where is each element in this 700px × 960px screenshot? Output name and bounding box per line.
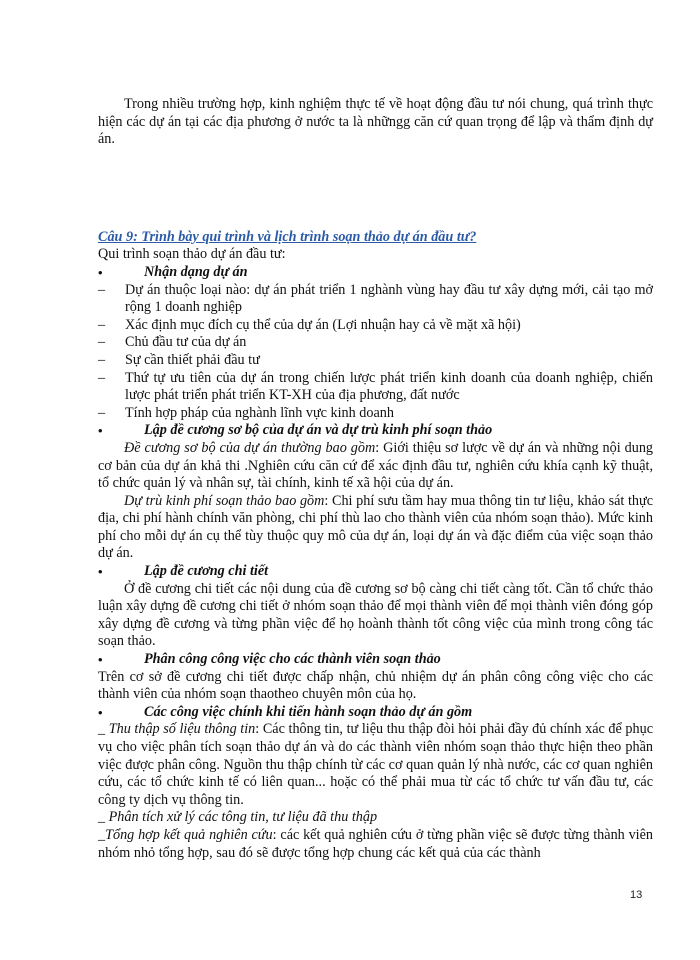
dash-icon: – bbox=[98, 351, 106, 368]
page-content bbox=[98, 96, 653, 862]
analysis-lead: _ Phân tích xử lý các tông tin, tư liệu đã thu thập bbox=[98, 809, 378, 826]
budget-paragraph bbox=[98, 493, 653, 563]
question-title: Câu 9: Trình bày qui trình và lịch trình soạn thảo dự án đầu tư? bbox=[98, 228, 477, 245]
dash-icon: – bbox=[98, 316, 106, 333]
list-item-text: Sự cần thiết phải đầu tư bbox=[125, 351, 260, 368]
synthesis-text: : các kết quả nghiên cứu ở từng phần việc sẽ được từng thành viên nhóm nhỏ tổng hợp, sau đó sẽ được tổng hợp chung các kết quả của các thành bbox=[98, 826, 653, 861]
section-4-heading bbox=[98, 651, 653, 669]
section-2-title: Lập đề cương sơ bộ của dự án và dự trù kinh phí soạn thảo bbox=[144, 422, 493, 439]
list-item bbox=[98, 334, 653, 352]
bullet-icon: • bbox=[98, 264, 103, 280]
process-intro: Qui trình soạn thảo dự án đầu tư: bbox=[98, 246, 286, 263]
dash-icon: – bbox=[98, 281, 106, 298]
section-5-title: Các công việc chính khi tiến hành soạn thảo dự án gồm bbox=[144, 703, 473, 720]
dash-icon: – bbox=[98, 334, 106, 351]
data-collection-lead: _ Thu thập số liệu thông tin bbox=[98, 721, 256, 738]
list-item bbox=[98, 317, 653, 335]
assignment-paragraph: Trên cơ sở đề cương chi tiết được chấp nhận, chủ nhiệm dự án phân công công việc cho các thành viên của nhóm soạn thaotheo chuyên môn của họ. bbox=[98, 668, 653, 703]
section-1-heading bbox=[98, 264, 653, 282]
detail-outline-paragraph: Ở đề cương chi tiết các nội dung của đề cương sơ bộ càng chi tiết càng tốt. Cần tổ chức thảo luận xây dựng đề cương chi tiết ở nhóm soạn thảo để mọi thành viên để mọi thành viên đóng góp xây dựng đề cương và từng phần việc để họ hoành thành tốt công việc của mình trong công tác soạn thảo. bbox=[98, 580, 653, 650]
page-number: 13 bbox=[630, 889, 643, 901]
data-collection-paragraph bbox=[98, 721, 653, 809]
list-item bbox=[98, 405, 653, 423]
list-item bbox=[98, 370, 653, 405]
list-item-text: Xác định mục đích cụ thể của dự án (Lợi nhuận hay cả về mặt xã hội) bbox=[125, 316, 521, 333]
analysis-paragraph bbox=[98, 809, 653, 827]
bullet-icon: • bbox=[98, 652, 103, 668]
list-item-text: Tính hợp pháp của nghành lĩnh vực kinh doanh bbox=[125, 404, 394, 421]
list-item-text: Chủ đầu tư của dự án bbox=[125, 334, 247, 351]
intro-paragraph: Trong nhiều trường hợp, kinh nghiệm thực tế về hoạt động đầu tư nói chung, quá trình thực hiện các dự án tại các địa phương ở nước ta là nhữngg căn cứ quan trọng để lập và thẩm định dự án. bbox=[98, 96, 653, 148]
bullet-icon: • bbox=[98, 564, 103, 580]
outline-text: : Giới thiệu sơ lược về dự án và những nội dung cơ bản của dự án khả thi .Nghiên cứu căn cứ để xác định đầu tư, nghiên cứu khía cạnh kỹ thuật, tổ chức quản lý và nhân sự, tài chính, kinh tế xã hội của dự án. bbox=[98, 439, 654, 492]
outline-paragraph bbox=[98, 440, 653, 493]
section-3-title: Lập đề cương chi tiết bbox=[144, 563, 269, 580]
budget-text: : Chi phí sưu tầm hay mua thông tin tư liệu, khảo sát thực địa, chi phí hành chính văn phòng, chi phí thù lao cho thành viên của nhóm soạn thảo). Mức kinh phí cho mỗi dự án cụ thể tùy thuộc quy mô của dự án, loại dự án và đặc điểm của việc soạn thảo dự án. bbox=[98, 492, 653, 562]
synthesis-paragraph bbox=[98, 827, 653, 862]
list-item bbox=[98, 282, 653, 317]
dash-icon: – bbox=[98, 369, 106, 386]
section-3-heading bbox=[98, 563, 653, 581]
list-item bbox=[98, 352, 653, 370]
bullet-icon: • bbox=[98, 423, 103, 439]
section-1-title: Nhận dạng dự án bbox=[144, 263, 248, 280]
section-5-heading bbox=[98, 704, 653, 722]
section-4-title: Phân công công việc cho các thành viên soạn thảo bbox=[144, 651, 441, 668]
outline-lead: Đề cương sơ bộ của dự án thường bao gồm bbox=[124, 439, 376, 456]
bullet-icon: • bbox=[98, 704, 103, 720]
synthesis-lead: _Tổng hợp kết quả nghiên cứu bbox=[98, 826, 273, 843]
budget-lead: Dự trù kinh phí soạn thảo bao gồm bbox=[124, 492, 325, 509]
list-item-text: Thứ tự ưu tiên của dự án trong chiến lược phát triển kinh doanh của doanh nghiệp, chiến lược phát triển phát triển KT-XH của địa phương, đất nước bbox=[125, 369, 653, 404]
section-2-heading bbox=[98, 422, 653, 440]
data-collection-text: : Các thông tin, tư liệu thu thập đòi hỏi phải đầy đủ chính xác để phục vụ cho việc phân tích soạn thảo dự án và do các thành viên nhóm soạn thảo thực hiện theo phần việc được phân công. Nguồn thu thập chính từ các cơ quan quản lý nhà nước, các cơ quan nghiên cứu, các tổ chức kinh tế có liên quan... hoặc có thể phải mua từ các tổ chức tư vấn đầu tư, các công ty dịch vụ thông tin. bbox=[98, 721, 653, 808]
list-item-text: Dự án thuộc loại nào: dự án phát triển 1 nghành vùng hay đầu tư xây dựng mới, cải tạo mở rộng 1 doanh nghiệp bbox=[125, 281, 653, 316]
dash-icon: – bbox=[98, 404, 106, 421]
